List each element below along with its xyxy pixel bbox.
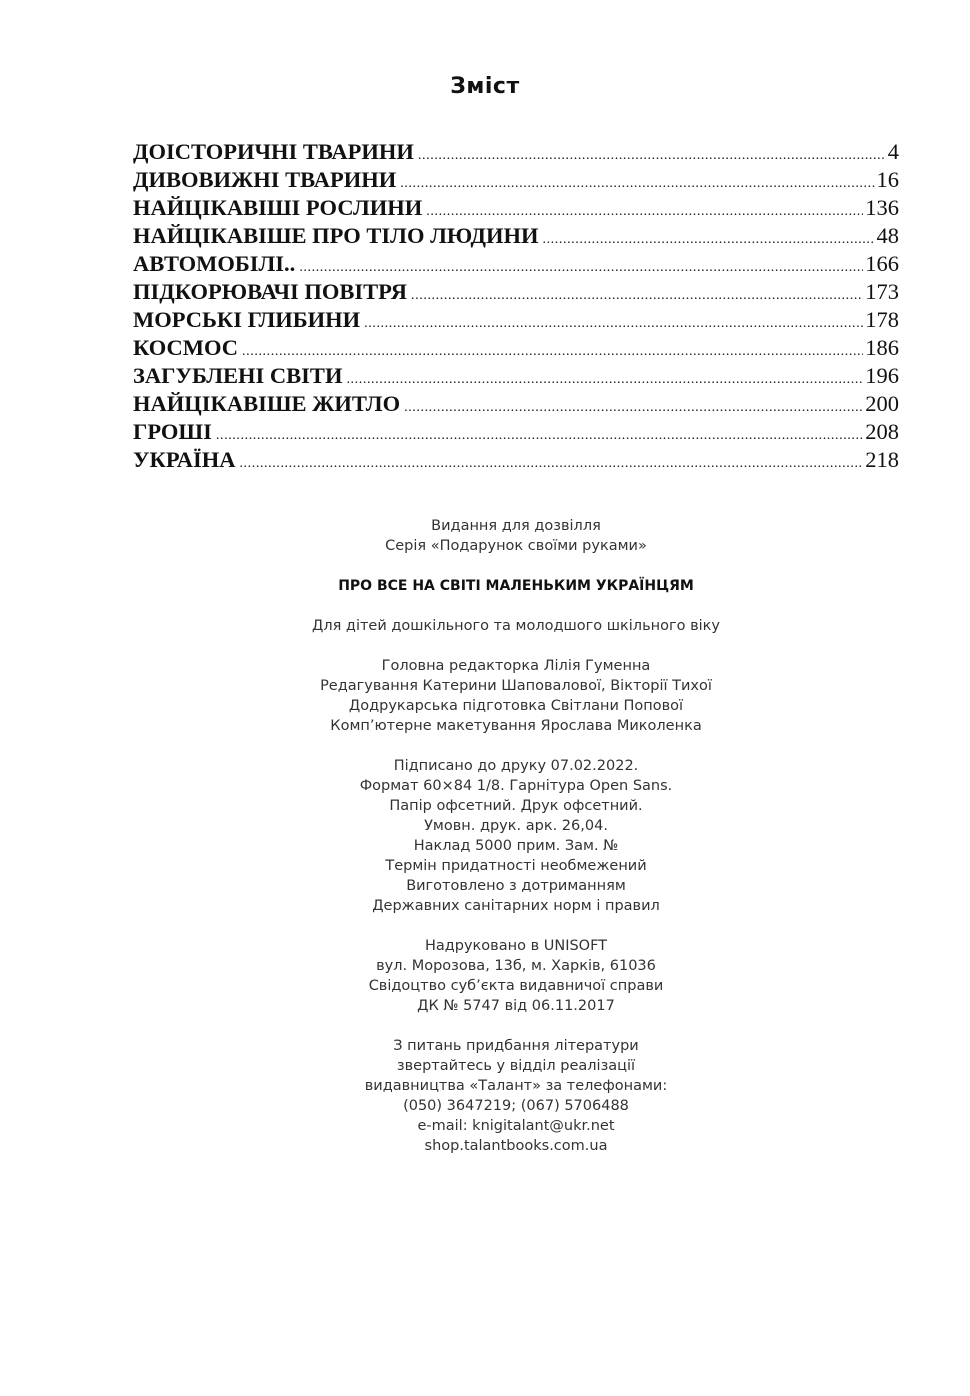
toc-leader-dots — [364, 310, 863, 338]
toc-entry-title: УКРАЇНА — [133, 447, 236, 472]
toc-entry[interactable] — [133, 334, 899, 362]
toc-entry-page: 208 — [865, 419, 899, 444]
imprint-contact-1: З питань придбання літератури — [393, 1038, 639, 1054]
toc-entry[interactable] — [133, 250, 899, 278]
toc-entry[interactable] — [133, 390, 899, 418]
imprint-signed: Підписано до друку 07.02.2022. — [393, 758, 639, 774]
toc-entry[interactable] — [133, 306, 899, 334]
imprint-shelf-life: Термін придатності необмежений — [385, 858, 647, 874]
toc-entry-page: 178 — [865, 307, 899, 332]
imprint-block — [0, 516, 970, 1156]
book-title: ПРО ВСЕ НА СВІТІ МАЛЕНЬКИМ УКРАЇНЦЯМ — [338, 578, 694, 594]
imprint-contact-2: звертайтесь у відділ реалізації — [396, 1058, 636, 1074]
toc-leader-dots — [411, 282, 863, 310]
toc-entry-title: ДИВОВИЖНІ ТВАРИНИ — [133, 167, 397, 192]
toc-entry-title: КОСМОС — [133, 335, 239, 360]
toc-entry-title: НАЙЦІКАВІШЕ ЖИТЛО — [133, 391, 401, 416]
imprint-contact-3: видавництва «Талант» за телефонами: — [364, 1078, 668, 1094]
imprint-audience: Для дітей дошкільного та молодшого шкільного віку — [312, 618, 720, 634]
toc-leader-dots — [400, 170, 874, 198]
toc-entry[interactable] — [133, 418, 899, 446]
toc-leader-dots — [346, 366, 863, 394]
imprint-editor-chief: Головна редакторка Лілія Гуменна — [381, 658, 651, 674]
spacer — [0, 1016, 970, 1036]
toc-entry-page: 173 — [865, 279, 899, 304]
toc-leader-dots — [404, 394, 863, 422]
toc-entry-title: ПІДКОРЮВАЧІ ПОВІТРЯ — [133, 279, 408, 304]
imprint-format: Формат 60×84 1/8. Гарнітура Open Sans. — [359, 778, 673, 794]
toc-entry-page: 136 — [865, 195, 899, 220]
toc-entry-title: НАЙЦІКАВІШЕ ПРО ТІЛО ЛЮДИНИ — [133, 223, 539, 248]
imprint-layout: Комп’ютерне макетування Ярослава Миколенка — [330, 718, 702, 734]
imprint-address: вул. Морозова, 13б, м. Харків, 61036 — [376, 958, 656, 974]
toc-entry-page: 186 — [865, 335, 899, 360]
toc-entry[interactable] — [133, 278, 899, 306]
toc-entry[interactable] — [133, 362, 899, 390]
spacer — [0, 636, 970, 656]
toc-entry[interactable] — [133, 222, 899, 250]
toc-entry-page: 4 — [887, 139, 899, 164]
toc-entry-page: 166 — [865, 251, 899, 276]
imprint-email: e-mail: knigitalant@ukr.net — [417, 1118, 615, 1134]
imprint-made-2: Державних санітарних норм і правил — [372, 898, 660, 914]
toc-entry-title: АВТОМОБІЛІ.. — [133, 251, 296, 276]
toc-entry[interactable] — [133, 446, 899, 474]
toc-entry-title: ГРОШІ — [133, 419, 212, 444]
toc-leader-dots — [418, 142, 886, 170]
imprint-certificate: Свідоцтво суб’єкта видавничої справи — [368, 978, 664, 994]
imprint-circulation: Наклад 5000 прим. Зам. № — [413, 838, 619, 854]
imprint-printed: Надруковано в UNISOFT — [424, 938, 608, 954]
toc-entry-page: 196 — [865, 363, 899, 388]
imprint-editing: Редагування Катерини Шаповалової, Вікторії Тихої — [320, 678, 712, 694]
imprint-sheets: Умовн. друк. арк. 26,04. — [424, 818, 608, 834]
spacer — [0, 736, 970, 756]
toc-leader-dots — [239, 450, 863, 478]
toc-entry-page: 48 — [876, 223, 899, 248]
imprint-prepress: Додрукарська підготовка Світлани Попової — [348, 698, 684, 714]
imprint-phones: (050) 3647219; (067) 5706488 — [403, 1098, 629, 1114]
spacer — [0, 556, 970, 576]
spacer — [0, 596, 970, 616]
table-of-contents — [133, 138, 899, 474]
toc-entry-title: ДОІСТОРИЧНІ ТВАРИНИ — [133, 139, 414, 164]
toc-entry-title: НАЙЦІКАВІШІ РОСЛИНИ — [133, 195, 423, 220]
toc-entry[interactable] — [133, 138, 899, 166]
toc-leader-dots — [542, 226, 874, 254]
imprint-dk: ДК № 5747 від 06.11.2017 — [417, 998, 615, 1014]
imprint-paper: Папір офсетний. Друк офсетний. — [389, 798, 643, 814]
page-title: Зміст — [450, 74, 520, 99]
imprint-genre: Видання для дозвілля — [431, 518, 601, 534]
spacer — [0, 916, 970, 936]
toc-entry-page: 200 — [865, 391, 899, 416]
imprint-series: Серія «Подарунок своїми руками» — [385, 538, 647, 554]
imprint-shop: shop.talantbooks.com.ua — [424, 1138, 608, 1154]
toc-entry-page: 16 — [876, 167, 899, 192]
toc-entry[interactable] — [133, 166, 899, 194]
imprint-made-1: Виготовлено з дотриманням — [406, 878, 626, 894]
toc-entry-title: ЗАГУБЛЕНІ СВІТИ — [133, 363, 343, 388]
toc-entry-page: 218 — [865, 447, 899, 472]
toc-entry[interactable] — [133, 194, 899, 222]
toc-entry-title: МОРСЬКІ ГЛИБИНИ — [133, 307, 361, 332]
toc-leader-dots — [216, 422, 863, 450]
